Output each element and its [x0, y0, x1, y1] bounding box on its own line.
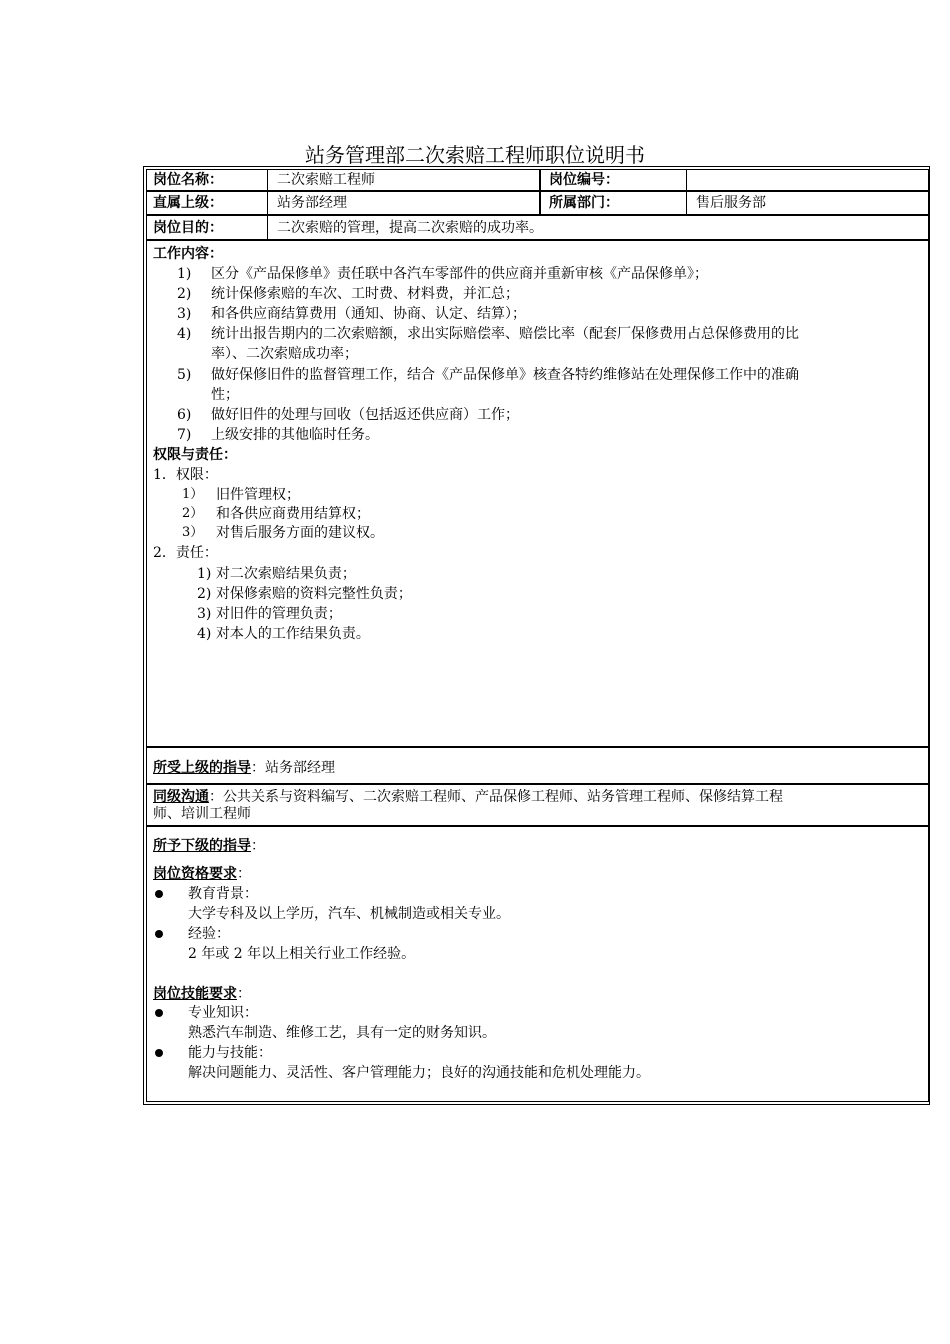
superior-label: 直属上级： — [153, 195, 223, 211]
subordinate-guidance-row — [153, 836, 265, 856]
peer-communication-line-1 — [153, 787, 783, 807]
bullet-icon — [155, 1049, 163, 1057]
document-title: 站务管理部二次索赔工程师职位说明书 — [305, 143, 645, 167]
work-item-text: 上级安排的其他临时任务。 — [211, 427, 379, 443]
skills-colon: ： — [237, 986, 251, 1002]
peer-communication-label: 同级沟通 — [153, 789, 209, 805]
qualification-detail: 2 年或 2 年以上相关行业工作经验。 — [188, 946, 416, 962]
work-item-number: 4) — [177, 326, 192, 342]
rights-heading: 1．权限： — [153, 467, 218, 483]
right-item-number: 1） — [182, 487, 204, 502]
duty-item: 1) 对二次索赔结果负责； — [197, 566, 356, 582]
bullet-icon — [155, 890, 163, 898]
work-item-continuation: 性； — [211, 387, 239, 403]
skill-detail: 解决问题能力、灵活性、客户管理能力；良好的沟通技能和危机处理能力。 — [188, 1065, 650, 1081]
right-item-text: 对售后服务方面的建议权。 — [216, 525, 384, 541]
qualification-detail: 大学专科及以上学历，汽车、机械制造或相关专业。 — [188, 906, 510, 922]
skill-title: 专业知识： — [188, 1005, 258, 1021]
skill-detail: 熟悉汽车制造、维修工艺，具有一定的财务知识。 — [188, 1025, 496, 1041]
bullet-icon — [155, 930, 163, 938]
peer-communication-line-2: 师、培训工程师 — [153, 806, 251, 822]
purpose-value: 二次索赔的管理，提高二次索赔的成功率。 — [277, 220, 543, 236]
department-value: 售后服务部 — [696, 195, 766, 211]
position-name-value: 二次索赔工程师 — [277, 172, 375, 188]
work-item-text: 统计保修索赔的车次、工时费、材料费，并汇总； — [211, 286, 519, 302]
subordinate-guidance-value: ： — [251, 838, 265, 854]
right-item-text: 和各供应商费用结算权； — [216, 506, 370, 522]
qualifications-heading: 岗位资格要求 — [153, 866, 237, 882]
superior-guidance-value: ：站务部经理 — [251, 760, 335, 776]
bullet-icon — [155, 1009, 163, 1017]
right-item-number: 2） — [182, 506, 204, 521]
work-item-number: 1) — [177, 266, 192, 282]
right-item-number: 3） — [182, 525, 204, 540]
skills-heading-row — [153, 984, 251, 1004]
work-item-number: 5) — [177, 367, 192, 383]
duty-item: 2) 对保修索赔的资料完整性负责； — [197, 586, 412, 602]
superior-guidance-row — [153, 758, 335, 778]
position-name-label: 岗位名称： — [153, 172, 223, 188]
right-item-text: 旧件管理权； — [216, 487, 300, 503]
department-label: 所属部门： — [549, 195, 619, 211]
work-item-text: 区分《产品保修单》责任联中各汽车零部件的供应商并重新审核《产品保修单》； — [211, 266, 708, 282]
purpose-label: 岗位目的： — [153, 220, 223, 236]
qualification-title: 教育背景： — [188, 886, 258, 902]
work-item-text: 做好保修旧件的监督管理工作，结合《产品保修单》核查各特约维修站在处理保修工作中的准确 — [211, 367, 799, 383]
duty-item: 3) 对旧件的管理负责； — [197, 606, 342, 622]
authority-heading: 权限与责任： — [153, 447, 237, 463]
qualifications-heading-row — [153, 864, 251, 884]
work-item-text: 统计出报告期内的二次索赔额，求出实际赔偿率、赔偿比率（配套厂保修费用占总保修费用的比 — [211, 326, 799, 342]
qualification-title: 经验： — [188, 926, 230, 942]
work-item-continuation: 率）、二次索赔成功率； — [211, 346, 358, 362]
work-item-text: 做好旧件的处理与回收（包括返还供应商）工作； — [211, 407, 519, 423]
skills-heading: 岗位技能要求 — [153, 986, 237, 1002]
qualifications-colon: ： — [237, 866, 251, 882]
skill-title: 能力与技能： — [188, 1045, 272, 1061]
superior-guidance-label: 所受上级的指导 — [153, 760, 251, 776]
peer-communication-value: ：公共关系与资料编写、二次索赔工程师、产品保修工程师、站务管理工程师、保修结算工程 — [209, 789, 783, 805]
work-item-number: 7) — [177, 427, 192, 443]
work-item-number: 3) — [177, 306, 192, 322]
duties-heading: 2．责任： — [153, 545, 218, 561]
position-code-label: 岗位编号： — [549, 172, 619, 188]
work-item-number: 2) — [177, 286, 192, 302]
duty-item: 4) 对本人的工作结果负责。 — [197, 626, 370, 642]
work-item-text: 和各供应商结算费用（通知、协商、认定、结算）； — [211, 306, 526, 322]
work-content-heading: 工作内容： — [153, 246, 223, 262]
work-item-number: 6) — [177, 407, 192, 423]
subordinate-guidance-label: 所予下级的指导 — [153, 838, 251, 854]
superior-value: 站务部经理 — [277, 195, 347, 211]
